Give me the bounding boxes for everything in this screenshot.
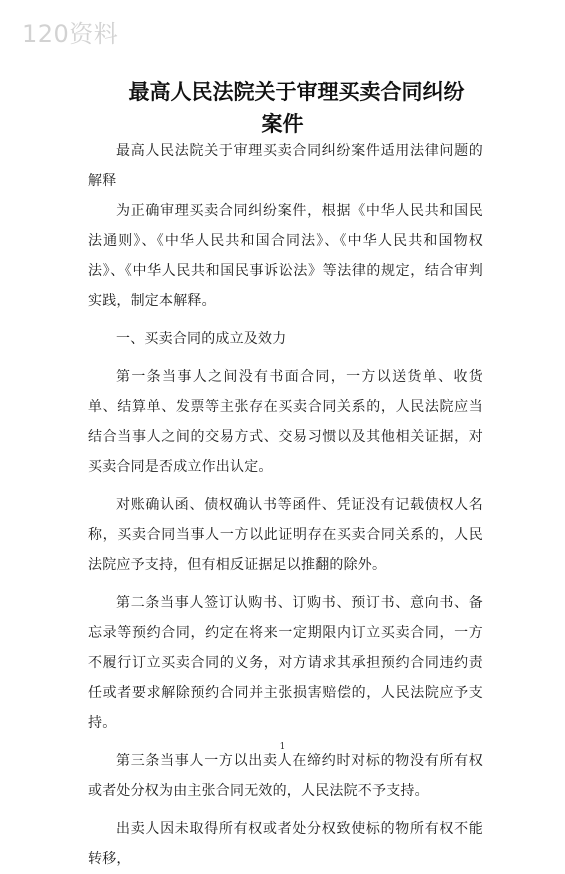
paragraph-article-1-clause-2: 对账确认函、债权确认书等函件、凭证没有记载债权人名称，买卖合同当事人一方以此证明存在买卖合同关系的，人民法院应予支持，但有相反证据足以推翻的除外。 bbox=[88, 497, 483, 573]
document-title-line-2: 案件 bbox=[261, 112, 304, 136]
paragraph-article-3-clause-2: 出卖人因未取得所有权或者处分权致使标的物所有权不能转移， bbox=[88, 821, 483, 867]
paragraph-preamble: 为正确审理买卖合同纠纷案件，根据《中华人民共和国民法通则》、《中华人民共和国合同法》、《中华人民共和国物权法》、《中华人民共和国民事诉讼法》等法律的规定，结合审判实践，制定本解释。 bbox=[88, 203, 483, 309]
paragraph-article-2: 第二条当事人签订认购书、订购书、预订书、意向书、备忘录等预约合同，约定在将来一定期限内订立买卖合同，一方不履行订立买卖合同的义务，对方请求其承担预约合同违约责任或者要求解除预约合同并主张损害赔偿的，人民法院应予支持。 bbox=[88, 595, 483, 731]
document-title-line-1: 最高人民法院关于审理买卖合同纠纷 bbox=[128, 80, 465, 104]
section-heading: 一、买卖合同的成立及效力 bbox=[116, 331, 287, 347]
watermark-logo: 120资料 bbox=[22, 20, 119, 48]
paragraph-article-3: 第三条当事人一方以出卖人在缔约时对标的物没有所有权或者处分权为由主张合同无效的，人民法院不予支持。 bbox=[88, 753, 483, 799]
paragraph-subtitle: 最高人民法院关于审理买卖合同纠纷案件适用法律问题的解释 bbox=[88, 143, 483, 189]
paragraph-article-1: 第一条当事人之间没有书面合同，一方以送货单、收货单、结算单、发票等主张存在买卖合同关系的，人民法院应当结合当事人之间的交易方式、交易习惯以及其他相关证据，对买卖合同是否成立作出认定。 bbox=[88, 369, 483, 475]
document-title bbox=[0, 76, 565, 140]
page-number: 1 bbox=[279, 742, 286, 752]
document-body bbox=[88, 136, 483, 874]
